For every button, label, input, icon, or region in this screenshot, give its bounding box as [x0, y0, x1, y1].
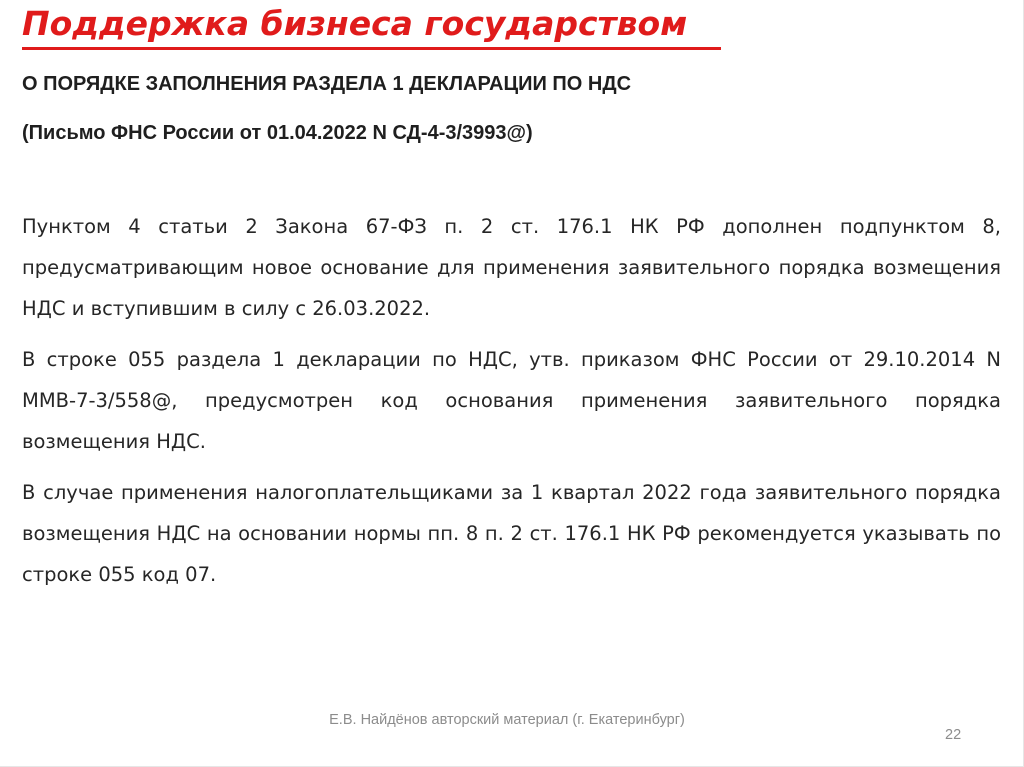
body-text: [22, 206, 1001, 605]
paragraph-2: В строке 055 раздела 1 декларации по НДС, утв. приказом ФНС России от 29.10.2014 N ММВ-7-3/558@, предусмотрен код основания применения заявительного порядка возмещения НДС.: [22, 348, 1001, 453]
source-reference: (Письмо ФНС России от 01.04.2022 N СД-4-3/3993@): [22, 122, 533, 144]
slide-title: Поддержка бизнеса государством: [22, 4, 688, 43]
footer-note: Е.В. Найдёнов авторский материал (г. Екатеринбург): [329, 712, 685, 728]
page-number: 22: [945, 727, 962, 743]
title-underline: [22, 47, 721, 50]
section-heading: О ПОРЯДКЕ ЗАПОЛНЕНИЯ РАЗДЕЛА 1 ДЕКЛАРАЦИИ ПО НДС: [22, 73, 632, 95]
paragraph-1: Пунктом 4 статьи 2 Закона 67-ФЗ п. 2 ст. 176.1 НК РФ дополнен подпунктом 8, предусматривающим новое основание для применения заявительного порядка возмещения НДС и вступившим в силу с 26.03.2022.: [22, 215, 1001, 320]
paragraph-3: В случае применения налогоплательщиками за 1 квартал 2022 года заявительного порядка возмещения НДС на основании нормы пп. 8 п. 2 ст. 176.1 НК РФ рекомендуется указывать по строке 055 код 07.: [22, 481, 1001, 586]
